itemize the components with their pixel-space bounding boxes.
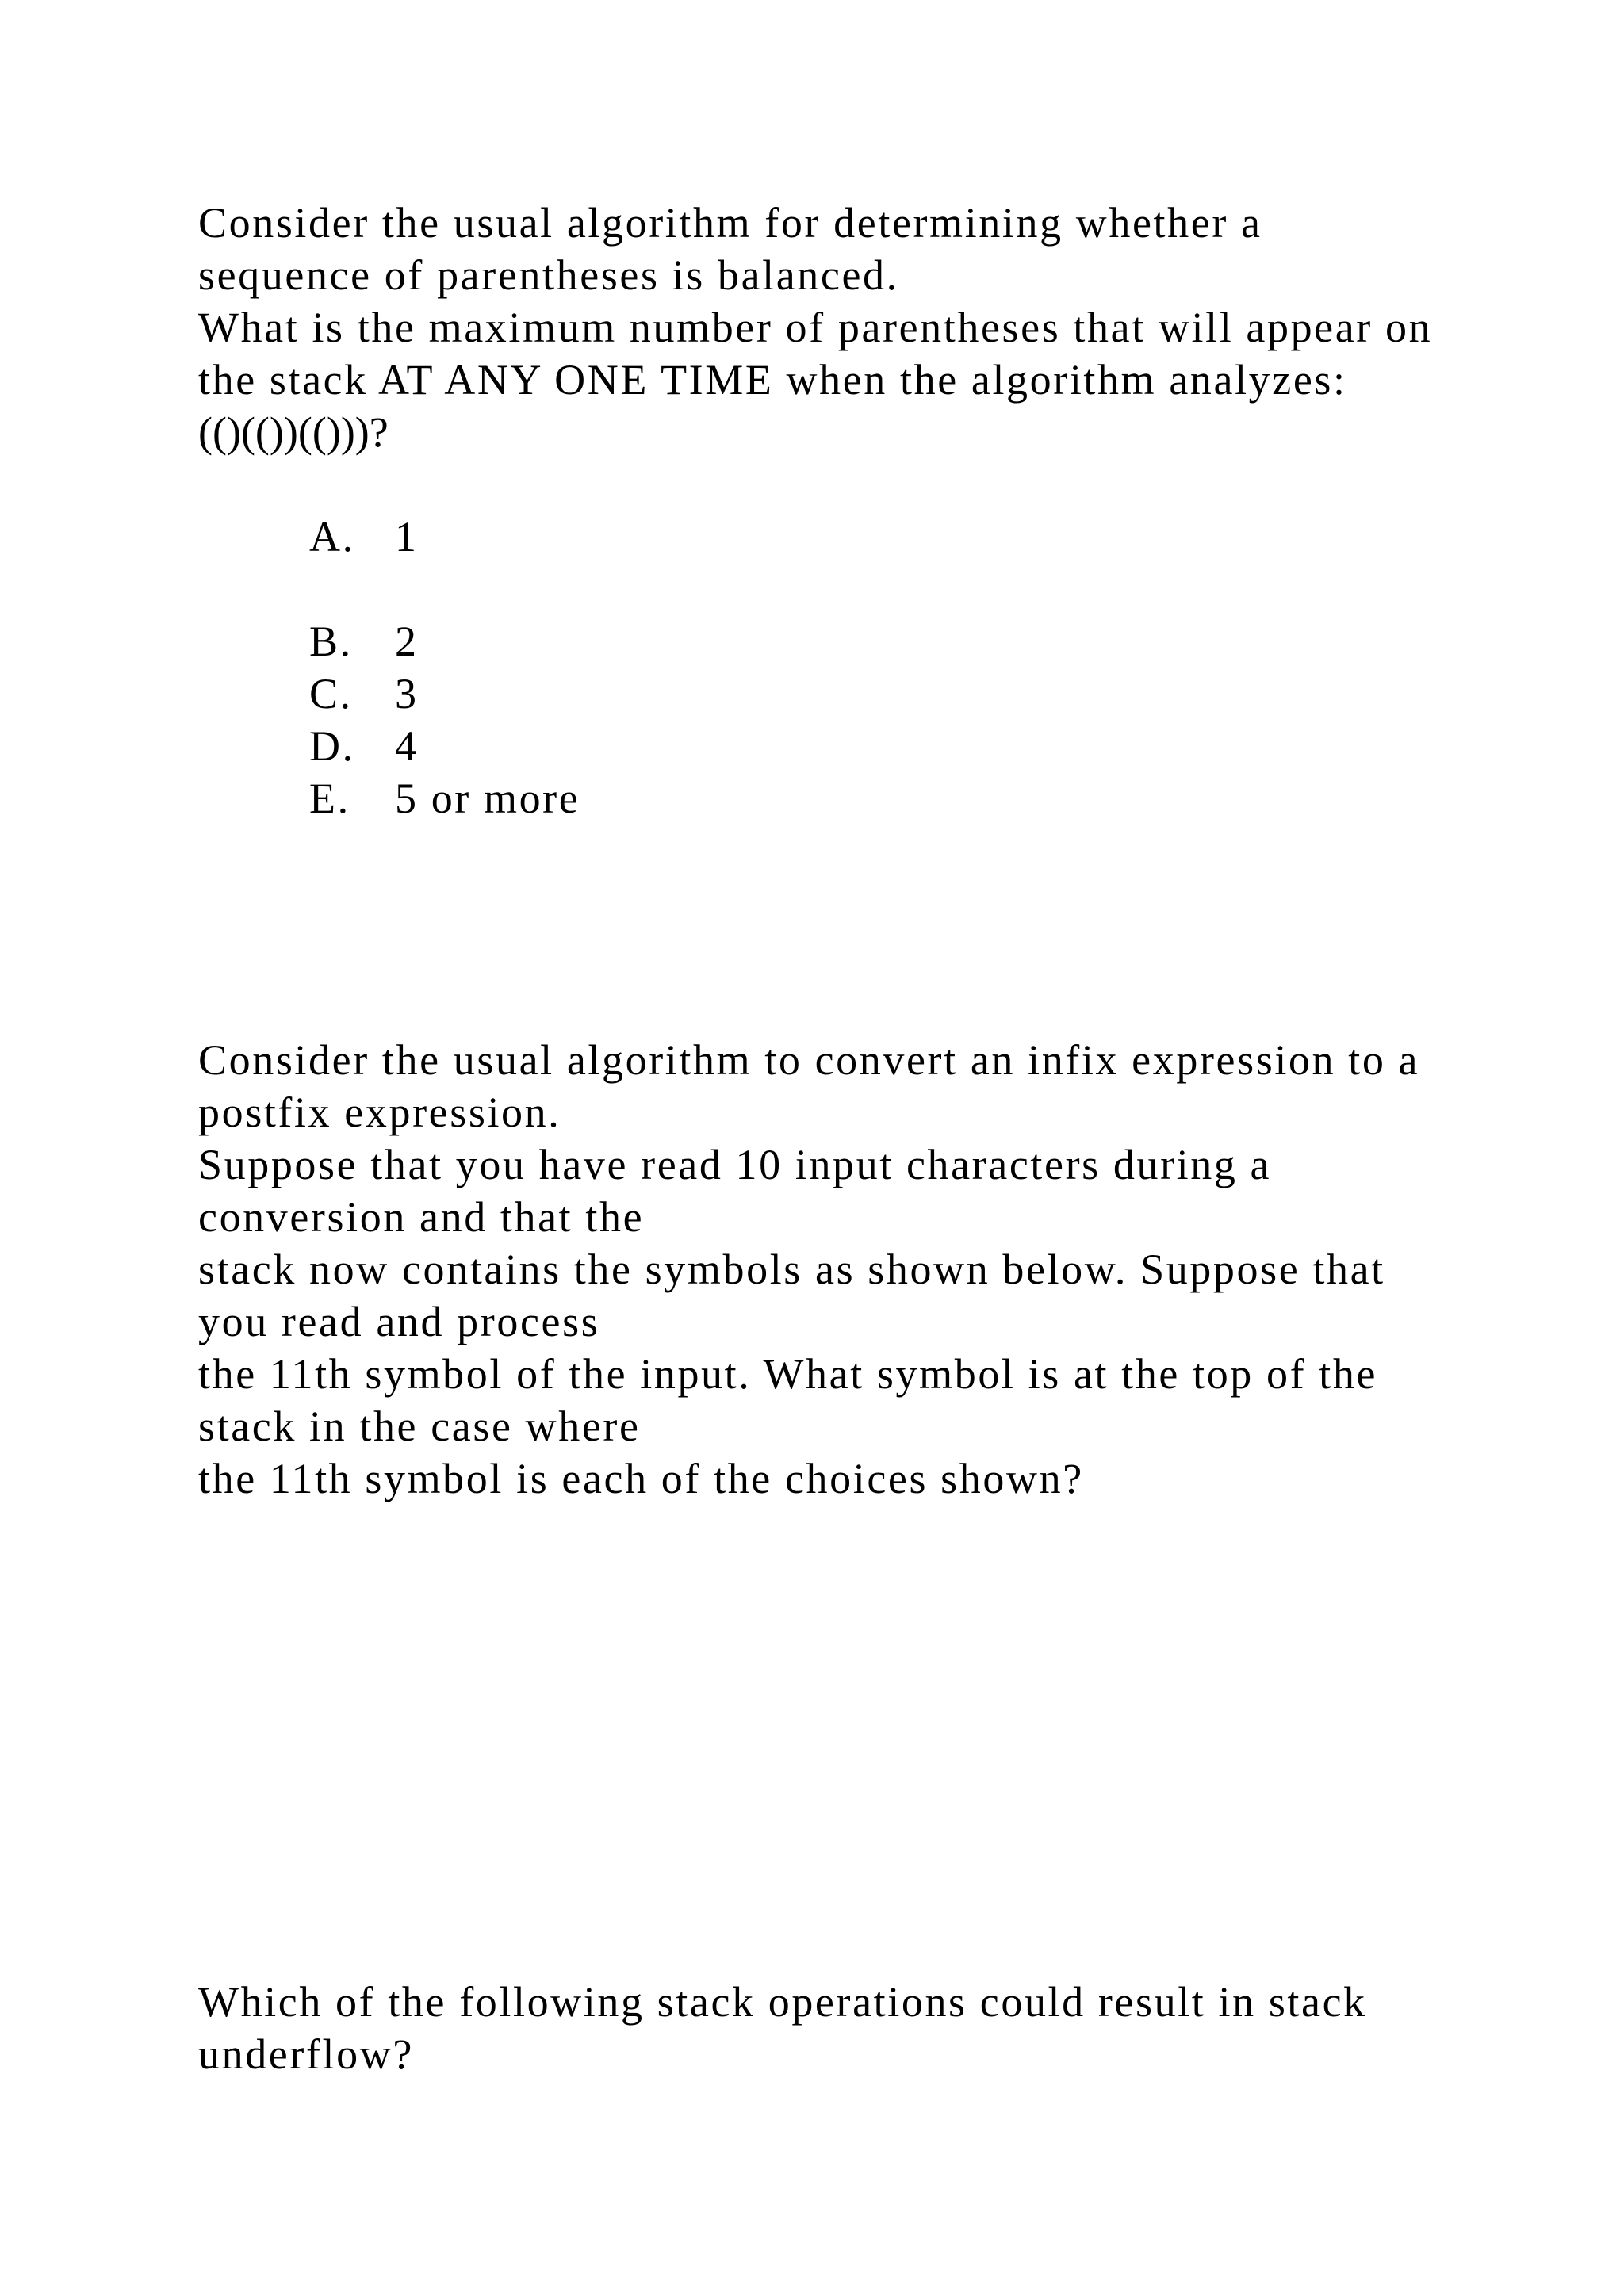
q2-line-8: stack in the case where: [198, 1402, 641, 1450]
q1-option-b: [309, 615, 419, 668]
q1-line-2: sequence of parentheses is balanced.: [198, 251, 899, 299]
option-text: 5 or more: [395, 775, 580, 822]
option-letter: E.: [309, 775, 350, 822]
q1-line-1: Consider the usual algorithm for determining whether a: [198, 199, 1262, 247]
q3-line-1: Which of the following stack operations could result in stack: [198, 1978, 1367, 2026]
q1-line-3: What is the maximum number of parentheses that will appear on: [198, 304, 1433, 351]
q1-option-d: [309, 720, 419, 772]
option-letter: B.: [309, 618, 353, 665]
q2-line-9: the 11th symbol is each of the choices shown?: [198, 1455, 1084, 1502]
q2-line-3: Suppose that you have read 10 input characters during a: [198, 1141, 1272, 1188]
q2-line-7: the 11th symbol of the input. What symbol is at the top of the: [198, 1350, 1378, 1398]
q1-line-5: (()(())(()))?: [198, 408, 389, 456]
q2-line-1: Consider the usual algorithm to convert an infix expression to a: [198, 1036, 1420, 1084]
option-letter: A.: [309, 513, 355, 561]
q2-line-2: postfix expression.: [198, 1089, 561, 1136]
q3-line-2: underflow?: [198, 2030, 414, 2078]
option-letter: D.: [309, 722, 355, 770]
q2-line-6: you read and process: [198, 1298, 600, 1345]
q2-line-5: stack now contains the symbols as shown below. Suppose that: [198, 1246, 1385, 1293]
option-letter: C.: [309, 670, 353, 718]
q1-option-a: [309, 511, 419, 563]
option-text: 3: [395, 670, 419, 718]
q2-line-4: conversion and that the: [198, 1193, 645, 1241]
option-text: 2: [395, 618, 419, 665]
q1-option-c: [309, 668, 419, 720]
q1-option-e: [309, 772, 580, 825]
option-text: 4: [395, 722, 419, 770]
q1-line-4: the stack AT ANY ONE TIME when the algorithm analyzes:: [198, 356, 1347, 404]
option-text: 1: [395, 513, 419, 561]
